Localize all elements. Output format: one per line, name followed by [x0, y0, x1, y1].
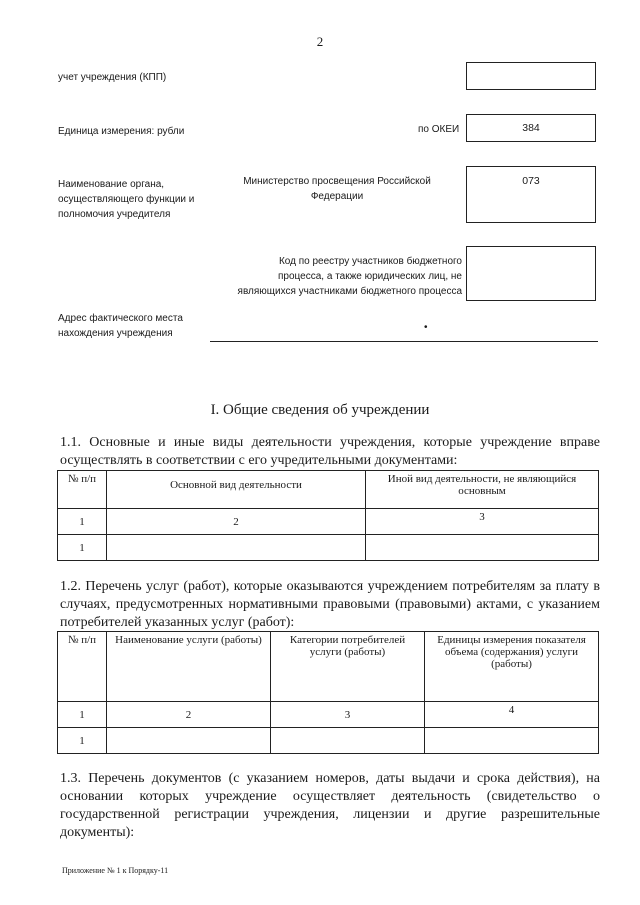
address-label-2: нахождения учреждения: [58, 328, 173, 339]
table-row: [58, 535, 599, 561]
table-header-row: [58, 632, 599, 702]
activities-table: [57, 470, 599, 561]
reestr-label-2: процесса, а также юридических лиц, не: [278, 271, 462, 282]
unit-label: Единица измерения: рубли: [58, 126, 185, 137]
table-cell: 4: [425, 702, 599, 728]
table-cell: 2: [107, 702, 271, 728]
paragraph-1-2: 1.2. Перечень услуг (работ), которые оказываются учреждением потребителям за плату в случаях, предусмотренных нормативными правовыми (правовыми) актами, с указанием потребителей указанных услуг (работ):: [60, 579, 600, 630]
okei-label: по ОКЕИ: [418, 124, 460, 135]
table-cell: [107, 535, 366, 561]
kpp-label: учет учреждения (КПП): [58, 72, 167, 83]
table-row: [58, 728, 599, 754]
table-cell: 1: [58, 509, 107, 535]
kpp-box: [466, 62, 596, 90]
paragraph-1-1: 1.1. Основные и иные виды деятельности учреждения, которые учреждение вправе осуществлять в соответствии с его учредительными документами:: [60, 435, 600, 468]
address-label-1: Адрес фактического места: [58, 313, 183, 324]
organ-label-3: полномочия учредителя: [58, 209, 171, 220]
organ-label-2: осуществляющего функции и: [58, 194, 195, 205]
organ-code: 073: [522, 175, 540, 187]
organ-code-box: [466, 166, 596, 223]
address-mark: •: [424, 322, 428, 333]
reestr-box: [466, 246, 596, 301]
okei-value: 384: [522, 122, 540, 134]
services-table: [57, 631, 599, 754]
table-header-cell: Категории потребителей услуги (работы): [271, 632, 425, 702]
table-row: [58, 509, 599, 535]
table-header-cell: № п/п: [58, 632, 107, 702]
table-cell: 2: [107, 509, 366, 535]
table-header-row: [58, 471, 599, 509]
table-cell: [366, 535, 599, 561]
table-cell: [425, 728, 599, 754]
okei-box: [466, 114, 596, 142]
table-cell: [107, 728, 271, 754]
footer-note: Приложение № 1 к Порядку-11: [62, 866, 169, 875]
table-cell: 1: [58, 702, 107, 728]
organ-name-1: Министерство просвещения Российской: [243, 176, 431, 187]
table-cell: [271, 728, 425, 754]
table-cell: 3: [271, 702, 425, 728]
paragraph-1-3: 1.3. Перечень документов (с указанием номеров, даты выдачи и срока действия), на основании которых учреждение осуществляет деятельность (свидетельство о государственной регистрации учреждения, лицензии и другие разрешительные документы):: [60, 771, 600, 840]
section-title: I. Общие сведения об учреждении: [210, 402, 430, 418]
table-header-cell: Наименование услуги (работы): [107, 632, 271, 702]
address-line: [210, 341, 598, 342]
organ-label-1: Наименование органа,: [58, 179, 165, 190]
table-header-cell: № п/п: [58, 471, 107, 509]
reestr-label-3: являющихся участниками бюджетного процесса: [237, 286, 462, 297]
table-header-cell: Иной вид деятельности, не являющийся основным: [366, 471, 599, 509]
page-number: 2: [316, 34, 324, 49]
table-cell: 3: [366, 509, 599, 535]
table-header-cell: Основной вид деятельности: [107, 471, 366, 509]
table-cell: 1: [58, 728, 107, 754]
table-header-cell: Единицы измерения показателя объема (содержания) услуги (работы): [425, 632, 599, 702]
table-cell: 1: [58, 535, 107, 561]
organ-name-2: Федерации: [310, 191, 364, 202]
reestr-label-1: Код по реестру участников бюджетного: [278, 256, 462, 267]
table-row: [58, 702, 599, 728]
